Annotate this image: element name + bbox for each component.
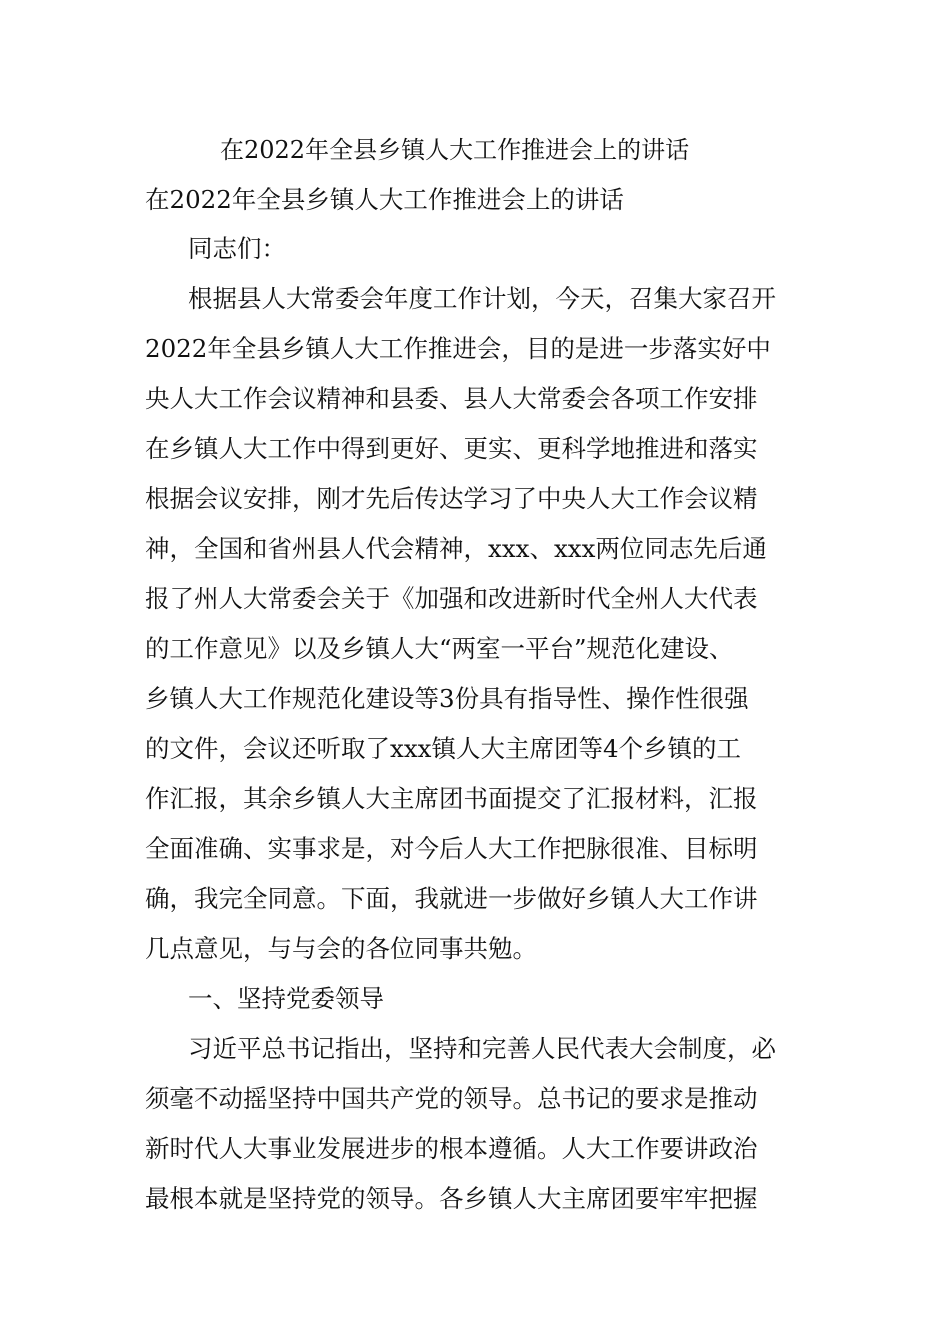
document-title: 在2022年全县乡镇人大工作推进会上的讲话 — [220, 136, 690, 164]
paragraph-line: 须毫不动摇坚持中国共产党的领导。总书记的要求是推动 — [145, 1084, 758, 1113]
paragraph-line: 确，我完全同意。下面，我就进一步做好乡镇人大工作讲 — [145, 884, 758, 913]
paragraph-line: 的工作意见》以及乡镇人大“两室一平台”规范化建设、 — [145, 634, 734, 663]
salutation: 同志们： — [188, 234, 286, 263]
paragraph-line: 乡镇人大工作规范化建设等3份具有指导性、操作性很强 — [145, 684, 749, 713]
paragraph-line: 新时代人大事业发展进步的根本遵循。人大工作要讲政治 — [145, 1134, 758, 1163]
paragraph-line: 全面准确、实事求是，对今后人大工作把脉很准、目标明 — [145, 834, 758, 863]
paragraph-line: 的文件，会议还听取了xxx镇人大主席团等4个乡镇的工 — [145, 734, 742, 763]
subtitle-line: 在2022年全县乡镇人大工作推进会上的讲话 — [145, 185, 624, 214]
paragraph-line: 作汇报，其余乡镇人大主席团书面提交了汇报材料，汇报 — [145, 784, 758, 813]
section-heading: 一、坚持党委领导 — [188, 984, 384, 1013]
paragraph-line: 最根本就是坚持党的领导。各乡镇人大主席团要牢牢把握 — [145, 1184, 758, 1213]
paragraph-line: 2022年全县乡镇人大工作推进会，目的是进一步落实好中 — [145, 334, 771, 363]
paragraph-line: 在乡镇人大工作中得到更好、更实、更科学地推进和落实 — [145, 434, 758, 463]
paragraph-line: 几点意见，与与会的各位同事共勉。 — [145, 934, 537, 963]
paragraph-line: 习近平总书记指出，坚持和完善人民代表大会制度，必 — [188, 1034, 776, 1063]
paragraph-line: 央人大工作会议精神和县委、县人大常委会各项工作安排 — [145, 384, 758, 413]
paragraph-line: 根据会议安排，刚才先后传达学习了中央人大工作会议精 — [145, 484, 758, 513]
paragraph-line: 神，全国和省州县人代会精神，xxx、xxx两位同志先后通 — [145, 534, 767, 563]
paragraph-line: 报了州人大常委会关于《加强和改进新时代全州人大代表 — [145, 584, 758, 613]
paragraph-line: 根据县人大常委会年度工作计划，今天，召集大家召开 — [188, 284, 776, 313]
